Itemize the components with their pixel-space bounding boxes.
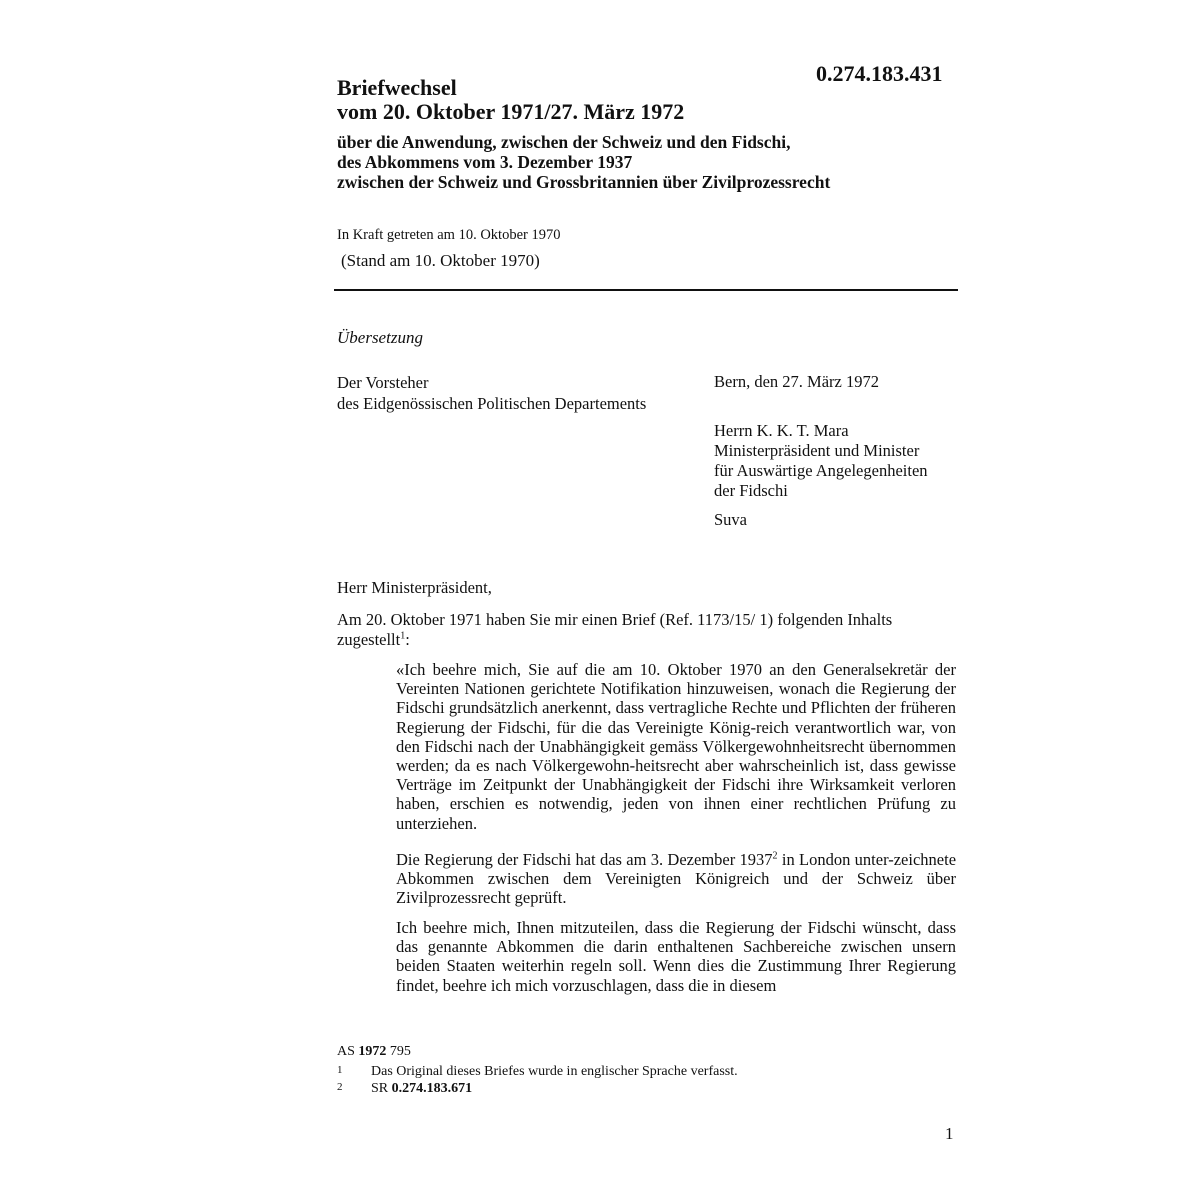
footnote-1 xyxy=(337,1064,738,1080)
header-divider xyxy=(334,289,958,291)
sender-block xyxy=(337,372,646,414)
quote-text: Die Regierung der Fidschi hat das am 3. Dezember 1937 xyxy=(396,850,773,869)
footnote-2 xyxy=(337,1081,472,1097)
recipient-line: der Fidschi xyxy=(714,481,788,500)
status-date: (Stand am 10. Oktober 1970) xyxy=(341,251,540,270)
sender-line: Der Vorsteher xyxy=(337,373,429,392)
footnote-number: 1 xyxy=(337,1064,343,1076)
as-year: 1972 xyxy=(358,1044,387,1059)
quote-text: in London unter-zeichnete Abkommen zwischen dem Vereinigten Königreich und der Schweiz über Zivilprozessrecht geprüft. xyxy=(396,850,957,908)
intro-text: Am 20. Oktober 1971 haben Sie mir einen Brief (Ref. 1173/15/ 1) folgenden Inhalts zugestellt xyxy=(337,610,893,649)
page-number: 1 xyxy=(945,1124,954,1143)
subtitle-line: des Abkommens vom 3. Dezember 1937 xyxy=(337,152,633,172)
document-title-line2: vom 20. Oktober 1971/27. März 1972 xyxy=(337,99,685,124)
footnote-ref[interactable]: 2 xyxy=(772,850,778,862)
quote-paragraph-3: Ich beehre mich, Ihnen mitzuteilen, dass die Regierung der Fidschi wünscht, dass das genannte Abkommen die darin enthaltenen Sachbereiche zwischen unsern beiden Staaten weiterhin regeln soll. Wenn dies die Zustimmung Ihrer Regierung findet, beehre ich mich vorzuschlagen, dass die in diesem xyxy=(396,918,956,995)
recipient-block xyxy=(714,421,928,501)
intro-end: : xyxy=(405,630,410,649)
footnote-text: Das Original dieses Briefes wurde in englischer Sprache verfasst. xyxy=(371,1064,738,1079)
sr-number: 0.274.183.431 xyxy=(816,61,943,86)
salutation: Herr Ministerpräsident, xyxy=(337,578,492,597)
document-subtitle xyxy=(337,132,957,192)
recipient-line: Ministerpräsident und Minister xyxy=(714,441,920,460)
document-title-line1: Briefwechsel xyxy=(337,75,457,100)
recipient-city: Suva xyxy=(714,510,747,529)
place-date: Bern, den 27. März 1972 xyxy=(714,372,879,391)
in-force-date: In Kraft getreten am 10. Oktober 1970 xyxy=(337,227,561,243)
subtitle-line: über die Anwendung, zwischen der Schweiz und den Fidschi, xyxy=(337,132,791,152)
footnote-ref[interactable]: 1 xyxy=(400,630,406,642)
subtitle-line: zwischen der Schweiz und Grossbritannien über Zivilprozessrecht xyxy=(337,172,831,192)
footnote-as-reference xyxy=(337,1044,411,1060)
intro-paragraph xyxy=(337,610,957,650)
sender-line: des Eidgenössischen Politischen Departements xyxy=(337,394,647,413)
footnote-sr-number[interactable]: 0.274.183.671 xyxy=(391,1081,473,1096)
as-page: 795 xyxy=(386,1044,411,1059)
footnote-text-prefix: SR xyxy=(371,1081,392,1096)
recipient-line: für Auswärtige Angelegenheiten xyxy=(714,461,928,480)
footnote-number: 2 xyxy=(337,1081,343,1093)
quote-paragraph-1: «Ich beehre mich, Sie auf die am 10. Oktober 1970 an den Generalsekretär der Vereinten Nationen gerichtete Notifikation hinzuweisen, wonach die Regierung der Fidschi grundsätzlich anerkennt, dass vertragliche Rechte und Pflichten der früheren Regierung der Fidschi, für die das Vereinigte König-reich verantwortlich war, von den Fidschi nach der Unabhängigkeit gemäss Völkergewohnheitsrecht übernommen werden; da es nach Völkergewohn-heitsrecht aber wahrscheinlich ist, dass gewisse Verträge im Zeitpunkt der Unabhängigkeit der Fidschi ihre Wirksamkeit verloren haben, erschien es notwendig, jeden von ihnen einer rechtlichen Prüfung zu unterziehen. xyxy=(396,660,956,833)
as-prefix: AS xyxy=(337,1044,359,1059)
recipient-line: Herrn K. K. T. Mara xyxy=(714,421,849,440)
translation-label: Übersetzung xyxy=(337,328,423,347)
quote-paragraph-2 xyxy=(396,850,956,908)
